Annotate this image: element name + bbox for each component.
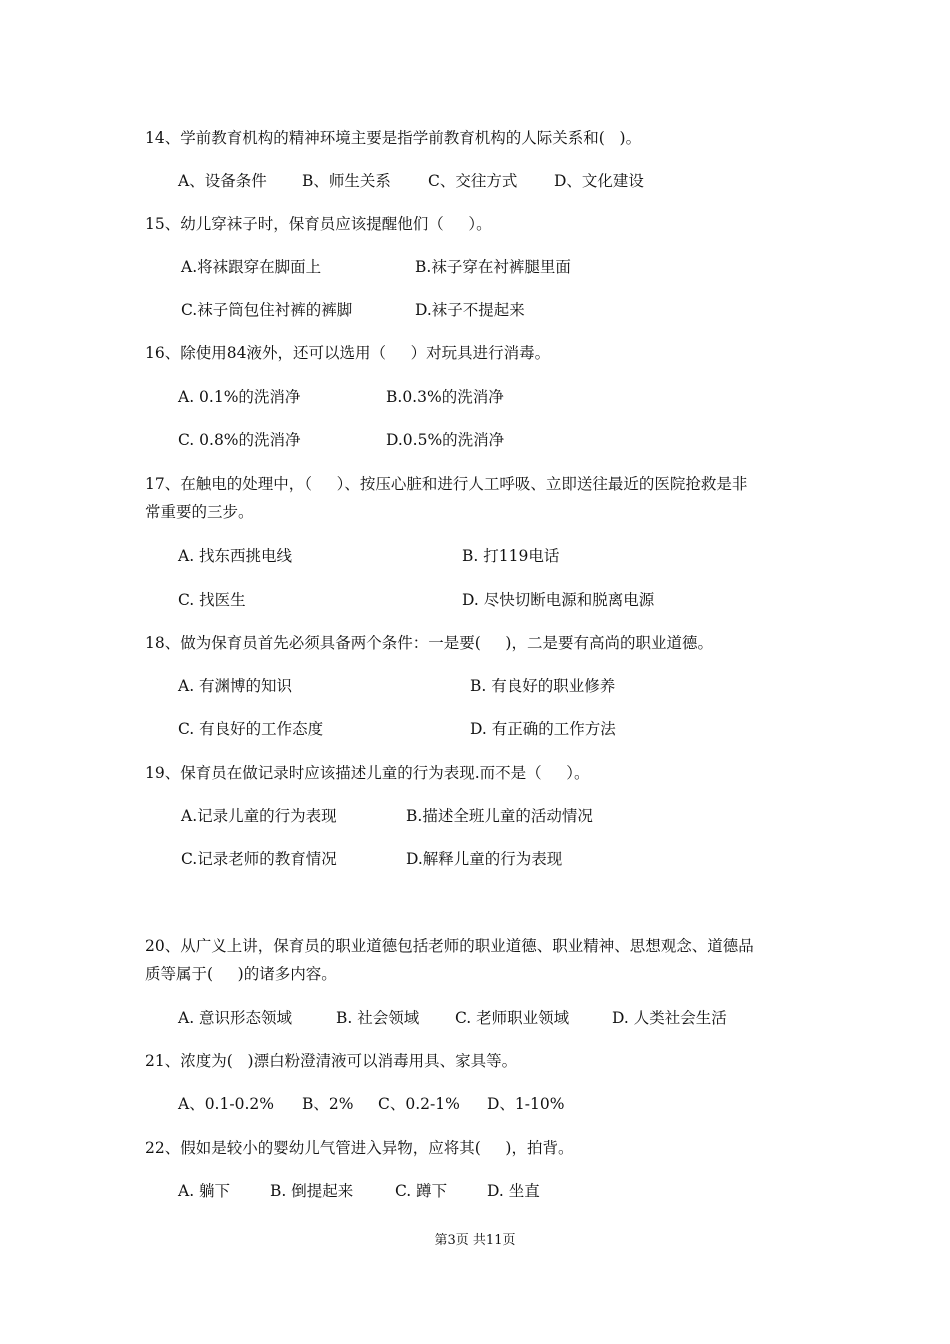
q18-option-a: A. 有渊博的知识 — [178, 677, 293, 695]
question-17-stem: 17、在触电的处理中，（ ）、按压心脏和进行人工呼吸、立即送往最近的医院抢救是非 — [145, 475, 748, 493]
q22-option-b: B. 倒提起来 — [270, 1182, 354, 1200]
q21-option-b: B、2% — [302, 1095, 354, 1113]
q21-option-c: C、0.2-1% — [378, 1095, 460, 1113]
q17-option-b: B. 打119电话 — [462, 547, 560, 565]
q14-option-d: D、文化建设 — [554, 172, 644, 190]
q15-option-d: D.袜子不提起来 — [415, 301, 525, 319]
question-22-stem: 22、假如是较小的婴幼儿气管进入异物，应将其( )，拍背。 — [145, 1139, 574, 1157]
q22-option-d: D. 坐直 — [487, 1182, 540, 1200]
q21-option-d: D、1-10% — [487, 1095, 565, 1113]
q19-option-a: A.记录儿童的行为表现 — [181, 807, 337, 825]
q15-option-c: C.袜子筒包住衬裤的裤脚 — [181, 301, 353, 319]
q20-option-d: D. 人类社会生活 — [612, 1009, 727, 1027]
q20-option-a: A. 意识形态领域 — [178, 1009, 293, 1027]
q17-option-c: C. 找医生 — [178, 591, 246, 609]
q15-option-a: A.将袜跟穿在脚面上 — [181, 258, 322, 276]
page-number-footer: 第3页 共11页 — [434, 1233, 516, 1248]
question-16-stem: 16、除使用84液外，还可以选用（ ）对玩具进行消毒。 — [145, 344, 551, 362]
question-19-stem: 19、保育员在做记录时应该描述儿童的行为表现.而不是（ ）。 — [145, 764, 590, 782]
q15-option-b: B.袜子穿在衬裤腿里面 — [415, 258, 571, 276]
q16-option-a: A. 0.1%的洗消净 — [178, 388, 301, 406]
q21-option-a: A、0.1-0.2% — [178, 1095, 274, 1113]
question-20-stem-cont: 质等属于( )的诸多内容。 — [145, 965, 337, 983]
q14-option-a: A、设备条件 — [178, 172, 267, 190]
q14-option-c: C、交往方式 — [428, 172, 518, 190]
q16-option-b: B.0.3%的洗消净 — [386, 388, 504, 406]
q19-option-d: D.解释儿童的行为表现 — [406, 850, 563, 868]
q19-option-b: B.描述全班儿童的活动情况 — [406, 807, 593, 825]
q18-option-c: C. 有良好的工作态度 — [178, 720, 324, 738]
question-18-stem: 18、做为保育员首先必须具备两个条件：一是要( )，二是要有高尚的职业道德。 — [145, 634, 713, 652]
question-21-stem: 21、浓度为( )漂白粉澄清液可以消毒用具、家具等。 — [145, 1052, 518, 1070]
q20-option-c: C. 老师职业领域 — [455, 1009, 570, 1027]
question-14-stem: 14、学前教育机构的精神环境主要是指学前教育机构的人际关系和( )。 — [145, 129, 642, 147]
question-20-stem: 20、从广义上讲，保育员的职业道德包括老师的职业道德、职业精神、思想观念、道德品 — [145, 937, 754, 955]
q18-option-d: D. 有正确的工作方法 — [470, 720, 616, 738]
question-15-stem: 15、幼儿穿袜子时，保育员应该提醒他们（ ）。 — [145, 215, 492, 233]
q22-option-a: A. 躺下 — [178, 1182, 231, 1200]
q14-option-b: B、师生关系 — [302, 172, 391, 190]
q16-option-c: C. 0.8%的洗消净 — [178, 431, 301, 449]
question-17-stem-cont: 常重要的三步。 — [145, 503, 254, 521]
q22-option-c: C. 蹲下 — [395, 1182, 448, 1200]
q20-option-b: B. 社会领域 — [336, 1009, 420, 1027]
q18-option-b: B. 有良好的职业修养 — [470, 677, 616, 695]
q17-option-d: D. 尽快切断电源和脱离电源 — [462, 591, 655, 609]
q17-option-a: A. 找东西挑电线 — [178, 547, 293, 565]
q16-option-d: D.0.5%的洗消净 — [386, 431, 505, 449]
q19-option-c: C.记录老师的教育情况 — [181, 850, 337, 868]
